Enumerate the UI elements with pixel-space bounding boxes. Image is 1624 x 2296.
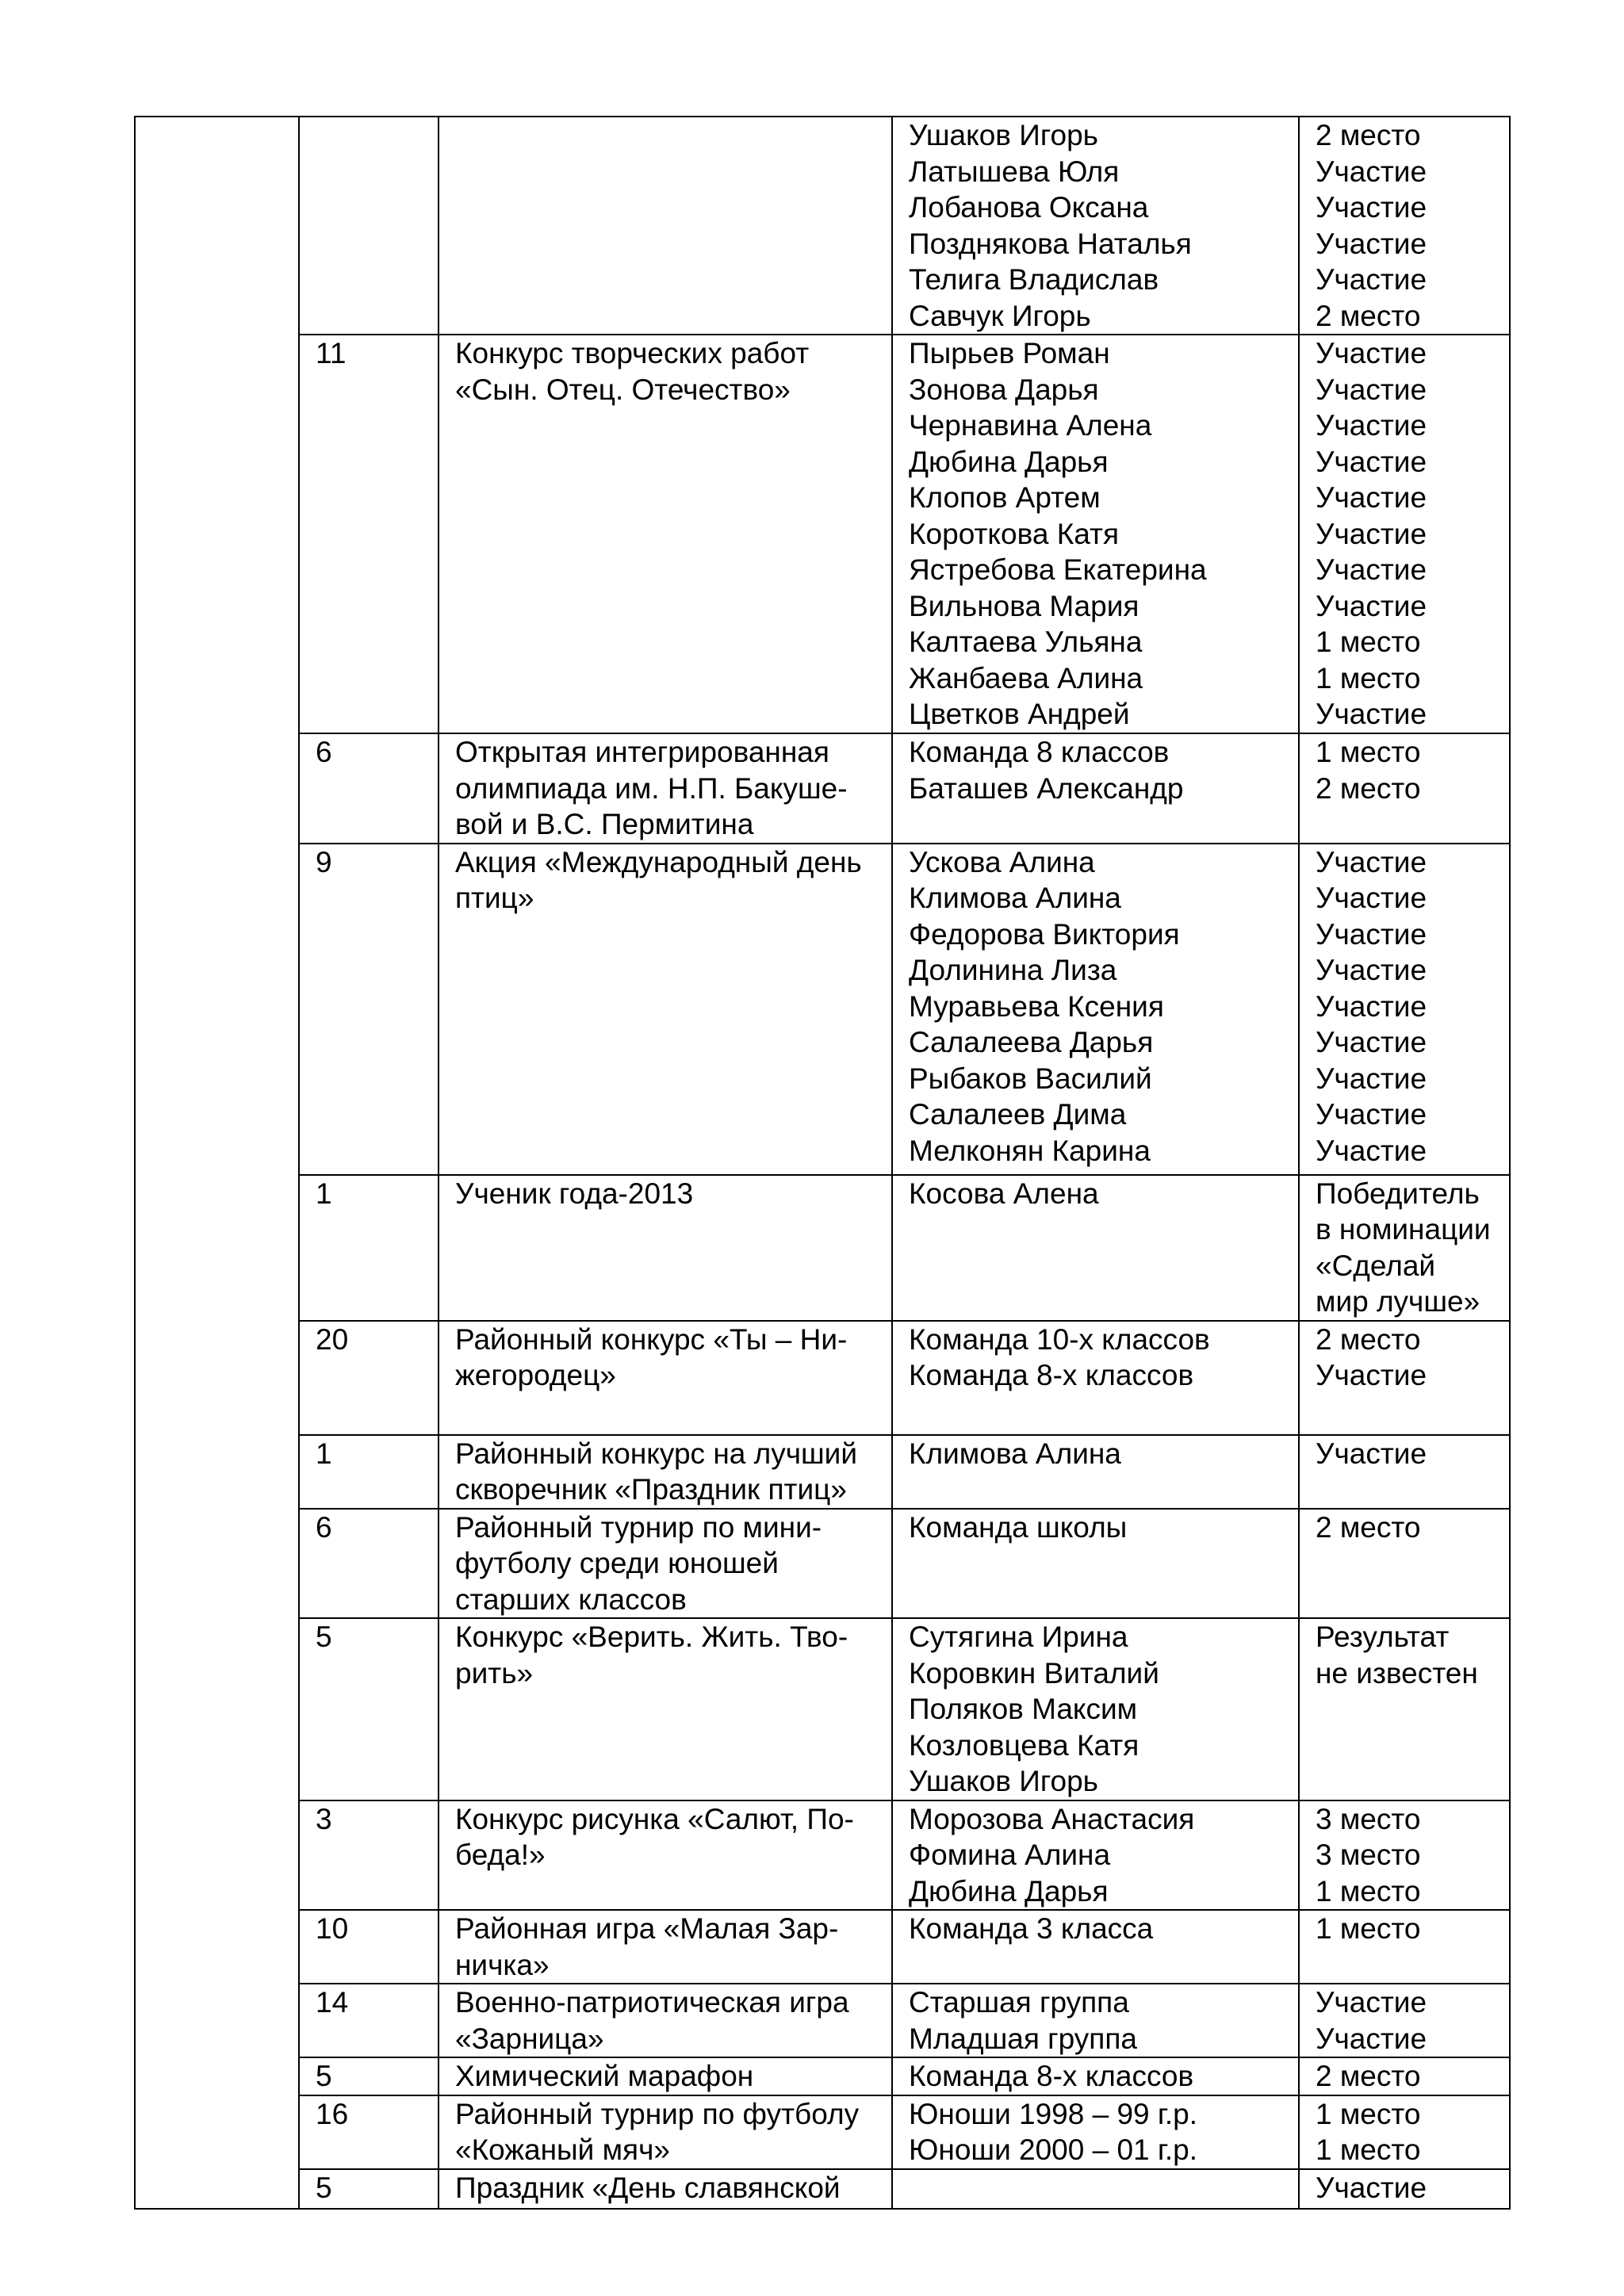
result-value: Участие bbox=[1316, 989, 1427, 1023]
participants-cell bbox=[892, 1509, 1299, 1619]
result-value: Участие bbox=[1316, 1134, 1427, 1167]
participant-name: Юноши 2000 – 01 г.р. bbox=[909, 2133, 1198, 2166]
participants-cell bbox=[892, 733, 1299, 844]
result-value: 1 место bbox=[1316, 626, 1421, 658]
participant-count-cell bbox=[299, 335, 439, 733]
event-name-cell bbox=[439, 117, 892, 335]
participant-count: 20 bbox=[316, 1322, 349, 1356]
result-value: Участие bbox=[1316, 337, 1427, 369]
event-name-cell bbox=[439, 733, 892, 844]
event-name-cell bbox=[439, 2169, 892, 2209]
participant-count-cell bbox=[299, 2095, 439, 2169]
event-name-cell bbox=[439, 2095, 892, 2169]
result-value: 2 место bbox=[1316, 771, 1421, 805]
participant-count-cell bbox=[299, 2169, 439, 2209]
result-cell bbox=[1299, 733, 1510, 844]
participant-count: 6 bbox=[316, 1510, 332, 1544]
result-value: Участие bbox=[1316, 698, 1427, 730]
participant-count: 16 bbox=[316, 2097, 349, 2130]
result-value: Участие bbox=[1316, 1359, 1427, 1391]
event-name-cell bbox=[439, 1175, 892, 1321]
result-cell bbox=[1299, 1618, 1510, 1800]
event-name-line: футболу среди юношей bbox=[455, 1547, 779, 1579]
table-row bbox=[135, 2095, 1510, 2169]
participant-name: Калтаева Ульяна bbox=[909, 626, 1143, 658]
participant-name: Команда 8-х классов bbox=[909, 2060, 1194, 2092]
participant-count-cell bbox=[299, 2057, 439, 2095]
participant-name: Латышева Юля bbox=[909, 155, 1120, 188]
event-name-line: старших классов bbox=[455, 1582, 687, 1616]
participants-cell bbox=[892, 2169, 1299, 2209]
participants-cell bbox=[892, 1910, 1299, 1984]
participant-count-cell bbox=[299, 1509, 439, 1619]
event-name-line: «Кожаный мяч» bbox=[455, 2133, 670, 2166]
event-name-line: олимпиада им. Н.П. Бакуше- bbox=[455, 771, 848, 805]
participants-cell bbox=[892, 1175, 1299, 1321]
participants-cell bbox=[892, 1321, 1299, 1435]
table-row bbox=[135, 1435, 1510, 1509]
result-value: 2 место bbox=[1316, 1510, 1421, 1544]
participant-name: Ястребова Екатерина bbox=[909, 553, 1207, 586]
result-cell bbox=[1299, 1509, 1510, 1619]
event-name-line: Химический марафон bbox=[455, 2060, 754, 2092]
event-name-cell bbox=[439, 1800, 892, 1911]
event-name-cell bbox=[439, 1618, 892, 1800]
result-value: «Сделай bbox=[1316, 1249, 1436, 1282]
event-name-line: жегородец» bbox=[455, 1359, 616, 1391]
result-cell bbox=[1299, 335, 1510, 733]
participant-name: Дюбина Дарья bbox=[909, 1874, 1109, 1908]
participants-cell bbox=[892, 844, 1299, 1175]
result-cell bbox=[1299, 1800, 1510, 1911]
event-name-line: Акция «Международный день bbox=[455, 845, 862, 878]
participants-cell bbox=[892, 335, 1299, 733]
participant-name: Савчук Игорь bbox=[909, 299, 1091, 332]
table-row bbox=[135, 1509, 1510, 1619]
table-row bbox=[135, 1618, 1510, 1800]
result-value: в номинации bbox=[1316, 1213, 1491, 1246]
event-name-cell bbox=[439, 1984, 892, 2057]
participant-count-cell bbox=[299, 1800, 439, 1911]
result-value: 1 место bbox=[1316, 2097, 1421, 2130]
participant-name: Сутягина Ирина bbox=[909, 1621, 1128, 1653]
event-name-line: ничка» bbox=[455, 1948, 550, 1981]
event-name-line: Районный конкурс «Ты – Ни- bbox=[455, 1322, 848, 1356]
event-name-line: рить» bbox=[455, 1656, 534, 1689]
table-row bbox=[135, 1910, 1510, 1984]
result-value: Участие bbox=[1316, 1986, 1427, 2019]
table-row bbox=[135, 1175, 1510, 1321]
result-value: Участие bbox=[1316, 409, 1427, 442]
participant-count-cell bbox=[299, 844, 439, 1175]
participant-name: Юноши 1998 – 99 г.р. bbox=[909, 2097, 1198, 2130]
results-table bbox=[134, 116, 1511, 2210]
event-name-cell bbox=[439, 1321, 892, 1435]
table-row bbox=[135, 1800, 1510, 1911]
result-value: Участие bbox=[1316, 373, 1427, 406]
participant-count-cell bbox=[299, 117, 439, 335]
participant-count-cell bbox=[299, 1910, 439, 1984]
participant-name: Клопов Артем bbox=[909, 481, 1101, 514]
result-value: Участие bbox=[1316, 191, 1427, 224]
participant-count-cell bbox=[299, 1984, 439, 2057]
participant-name: Салалеева Дарья bbox=[909, 1026, 1154, 1058]
result-cell bbox=[1299, 2057, 1510, 2095]
result-value: Участие bbox=[1316, 589, 1427, 622]
participant-name: Фомина Алина bbox=[909, 1839, 1111, 1871]
table-row bbox=[135, 1321, 1510, 1435]
participants-cell bbox=[892, 2057, 1299, 2095]
participant-name: Муравьева Ксения bbox=[909, 989, 1164, 1023]
result-value: Участие bbox=[1316, 1026, 1427, 1058]
participant-name: Поляков Максим bbox=[909, 1693, 1138, 1725]
event-name-line: Районный турнир по мини- bbox=[455, 1510, 822, 1544]
participant-name: Цветков Андрей bbox=[909, 698, 1130, 730]
participant-count: 14 bbox=[316, 1986, 349, 2019]
participant-name: Ушаков Игорь bbox=[909, 1765, 1098, 1797]
participant-name: Салалеев Дима bbox=[909, 1098, 1127, 1131]
result-value: не известен bbox=[1316, 1656, 1478, 1689]
participants-cell bbox=[892, 1618, 1299, 1800]
participant-name: Федорова Виктория bbox=[909, 917, 1180, 951]
result-value: Участие bbox=[1316, 2022, 1427, 2055]
participant-name: Лобанова Оксана bbox=[909, 191, 1149, 224]
result-value: Участие bbox=[1316, 445, 1427, 478]
participant-name: Рыбаков Василий bbox=[909, 1062, 1152, 1095]
participant-name: Команда школы bbox=[909, 1510, 1128, 1544]
participants-cell bbox=[892, 1800, 1299, 1911]
result-cell bbox=[1299, 844, 1510, 1175]
event-name-line: Открытая интегрированная bbox=[455, 736, 829, 768]
participant-name: Ушаков Игорь bbox=[909, 119, 1098, 151]
table-row bbox=[135, 733, 1510, 844]
event-name-line: вой и В.С. Пермитина bbox=[455, 808, 754, 840]
participant-name: Зонова Дарья bbox=[909, 373, 1099, 406]
result-value: Участие bbox=[1316, 155, 1427, 188]
result-cell bbox=[1299, 1435, 1510, 1509]
result-value: Участие bbox=[1316, 845, 1427, 878]
result-value: 2 место bbox=[1316, 2060, 1421, 2092]
result-value: 1 место bbox=[1316, 736, 1421, 768]
result-value: 1 место bbox=[1316, 2133, 1421, 2166]
result-cell bbox=[1299, 2095, 1510, 2169]
event-name-cell bbox=[439, 335, 892, 733]
participant-count: 6 bbox=[316, 736, 332, 768]
event-name-line: «Сын. Отец. Отечество» bbox=[455, 373, 791, 406]
participant-name: Короткова Катя bbox=[909, 517, 1119, 550]
table-row bbox=[135, 1984, 1510, 2057]
event-name-cell bbox=[439, 1509, 892, 1619]
participant-count: 5 bbox=[316, 2171, 332, 2204]
table-row bbox=[135, 2169, 1510, 2209]
result-value: Участие bbox=[1316, 954, 1427, 986]
result-value: 2 место bbox=[1316, 1322, 1421, 1356]
participants-cell bbox=[892, 1984, 1299, 2057]
participant-count: 10 bbox=[316, 1912, 349, 1945]
event-name-line: беда!» bbox=[455, 1839, 546, 1871]
participant-name: Телига Владислав bbox=[909, 263, 1159, 296]
result-cell bbox=[1299, 1175, 1510, 1321]
participant-name: Команда 8 классов bbox=[909, 736, 1170, 768]
table-row bbox=[135, 335, 1510, 733]
participant-name: Баташев Александр bbox=[909, 771, 1184, 805]
event-name-line: Ученик года-2013 bbox=[455, 1177, 694, 1210]
participant-name: Команда 8-х классов bbox=[909, 1359, 1194, 1391]
result-value: 1 место bbox=[1316, 661, 1421, 695]
event-name-line: Районная игра «Малая Зар- bbox=[455, 1912, 839, 1945]
participant-count: 3 bbox=[316, 1802, 332, 1835]
participant-name: Косова Алена bbox=[909, 1177, 1099, 1210]
result-cell bbox=[1299, 1321, 1510, 1435]
event-name-line: Праздник «День славянской bbox=[455, 2171, 841, 2204]
result-value: Участие bbox=[1316, 1437, 1427, 1470]
participants-cell bbox=[892, 1435, 1299, 1509]
participant-count: 1 bbox=[316, 1177, 332, 1210]
participant-name: Позднякова Наталья bbox=[909, 227, 1192, 260]
result-value: Участие bbox=[1316, 227, 1427, 260]
participant-name: Ускова Алина bbox=[909, 845, 1095, 878]
merged-first-column bbox=[135, 117, 299, 2209]
event-name-line: скворечник «Праздник птиц» bbox=[455, 1473, 847, 1506]
result-value: Участие bbox=[1316, 882, 1427, 914]
participants-cell bbox=[892, 2095, 1299, 2169]
event-name-line: Военно-патриотическая игра bbox=[455, 1986, 849, 2019]
participant-name: Команда 10-х классов bbox=[909, 1322, 1210, 1356]
participant-count: 5 bbox=[316, 2060, 332, 2092]
participant-name: Климова Алина bbox=[909, 882, 1121, 914]
participant-count: 11 bbox=[316, 337, 347, 369]
result-value: 3 место bbox=[1316, 1839, 1421, 1871]
result-value: Участие bbox=[1316, 553, 1427, 586]
participant-count: 9 bbox=[316, 845, 332, 878]
result-value: 2 место bbox=[1316, 119, 1421, 151]
participant-count-cell bbox=[299, 1618, 439, 1800]
participants-cell bbox=[892, 117, 1299, 335]
result-value: 2 место bbox=[1316, 299, 1421, 332]
event-name-cell bbox=[439, 2057, 892, 2095]
result-value: Участие bbox=[1316, 1062, 1427, 1095]
event-name-line: Районный турнир по футболу bbox=[455, 2097, 860, 2130]
result-value: 3 место bbox=[1316, 1802, 1421, 1835]
participant-name: Долинина Лиза bbox=[909, 954, 1117, 986]
result-cell bbox=[1299, 117, 1510, 335]
participant-name: Младшая группа bbox=[909, 2022, 1137, 2055]
table-body bbox=[135, 117, 1510, 2209]
participant-count-cell bbox=[299, 733, 439, 844]
participant-name: Дюбина Дарья bbox=[909, 445, 1109, 478]
result-value: 1 место bbox=[1316, 1912, 1421, 1945]
result-value: Участие bbox=[1316, 1098, 1427, 1131]
event-name-line: Районный конкурс на лучший bbox=[455, 1437, 858, 1470]
event-name-line: Конкурс творческих работ bbox=[455, 337, 810, 369]
result-value: 1 место bbox=[1316, 1874, 1421, 1908]
result-value: Участие bbox=[1316, 481, 1427, 514]
participant-count-cell bbox=[299, 1321, 439, 1435]
result-value: Участие bbox=[1316, 517, 1427, 550]
table-row bbox=[135, 117, 1510, 335]
table-row bbox=[135, 844, 1510, 1175]
participant-name: Жанбаева Алина bbox=[909, 661, 1143, 695]
participant-name: Вильнова Мария bbox=[909, 589, 1139, 622]
result-value: Победитель bbox=[1316, 1177, 1480, 1210]
event-name-cell bbox=[439, 844, 892, 1175]
result-value: Результат bbox=[1316, 1621, 1450, 1653]
participant-count: 5 bbox=[316, 1621, 332, 1653]
event-name-line: Конкурс рисунка «Салют, По- bbox=[455, 1802, 854, 1835]
result-cell bbox=[1299, 1984, 1510, 2057]
event-name-line: Конкурс «Верить. Жить. Тво- bbox=[455, 1621, 848, 1653]
participant-name: Чернавина Алена bbox=[909, 409, 1152, 442]
participant-name: Морозова Анастасия bbox=[909, 1802, 1195, 1835]
participant-name: Пырьев Роман bbox=[909, 337, 1110, 369]
result-value: мир лучше» bbox=[1316, 1285, 1480, 1318]
result-cell bbox=[1299, 2169, 1510, 2209]
participant-name: Коровкин Виталий bbox=[909, 1656, 1159, 1689]
participant-name: Козловцева Катя bbox=[909, 1728, 1139, 1762]
participant-count: 1 bbox=[316, 1437, 332, 1470]
result-value: Участие bbox=[1316, 2171, 1427, 2204]
result-value: Участие bbox=[1316, 917, 1427, 951]
event-name-line: птиц» bbox=[455, 882, 534, 914]
result-cell bbox=[1299, 1910, 1510, 1984]
result-value: Участие bbox=[1316, 263, 1427, 296]
event-name-line: «Зарница» bbox=[455, 2022, 604, 2055]
participant-name: Мелконян Карина bbox=[909, 1134, 1151, 1167]
participant-name: Климова Алина bbox=[909, 1437, 1121, 1470]
table-row bbox=[135, 2057, 1510, 2095]
participant-count-cell bbox=[299, 1175, 439, 1321]
participant-name: Команда 3 класса bbox=[909, 1912, 1154, 1945]
participant-name: Старшая группа bbox=[909, 1986, 1129, 2019]
event-name-cell bbox=[439, 1435, 892, 1509]
participant-count-cell bbox=[299, 1435, 439, 1509]
event-name-cell bbox=[439, 1910, 892, 1984]
